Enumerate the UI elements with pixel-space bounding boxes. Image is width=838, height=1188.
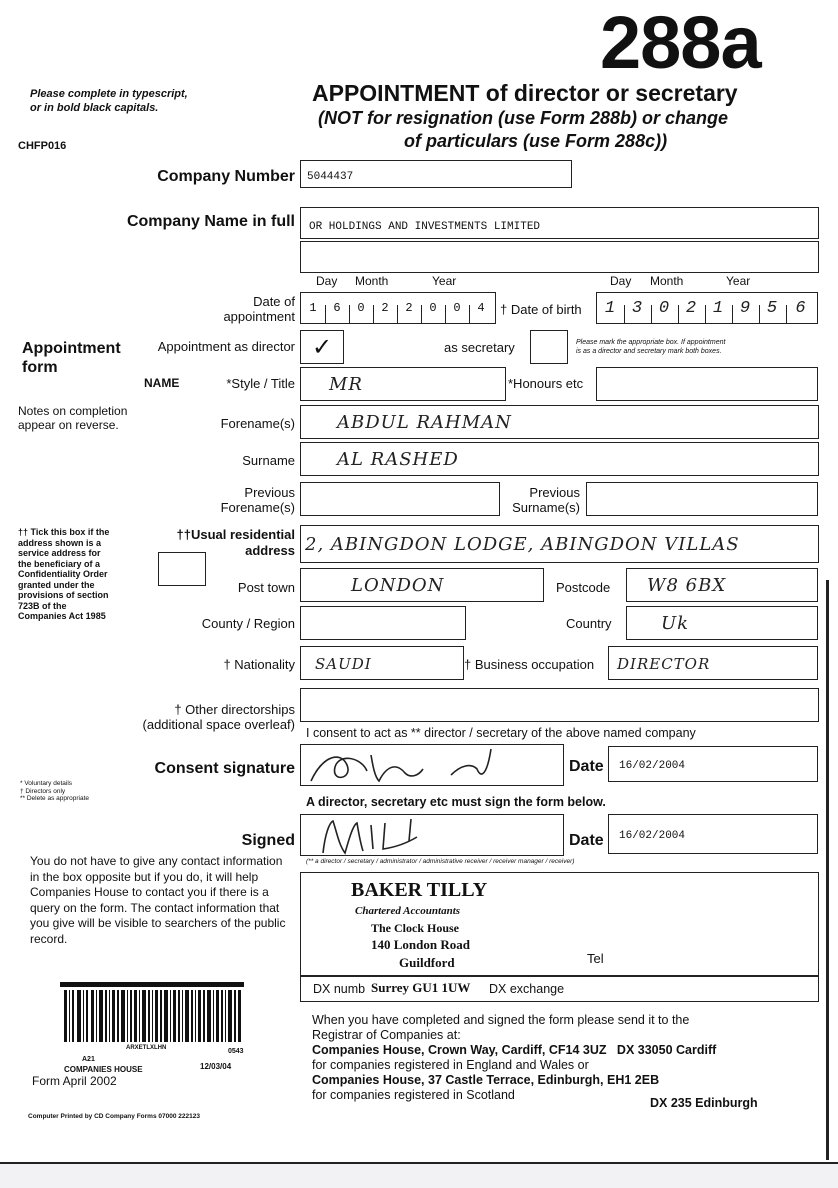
company-name-value: OR HOLDINGS AND INVESTMENTS LIMITED — [309, 221, 541, 233]
signed-field[interactable] — [300, 814, 564, 856]
director-checkbox[interactable] — [300, 330, 344, 364]
county-label: County / Region — [201, 616, 295, 631]
birth-date-field[interactable] — [596, 292, 818, 324]
box-note-1: Please mark the appropriate box. If appointment — [576, 339, 726, 346]
instruction-1: Please complete in typescript, — [30, 88, 188, 100]
consent-signature-field[interactable] — [300, 744, 564, 786]
barcode-house: COMPANIES HOUSE — [64, 1065, 143, 1074]
form-date: Form April 2002 — [32, 1074, 117, 1088]
checkmark-icon: ✓ — [311, 333, 333, 361]
appt-year-header: Year — [432, 274, 457, 288]
company-name-label: Company Name in full — [126, 213, 295, 230]
style-field[interactable] — [300, 367, 506, 401]
country-field[interactable] — [626, 606, 818, 640]
country-label: Country — [566, 616, 612, 631]
prev-surname-label-1: Previous — [529, 485, 580, 500]
confidentiality-checkbox[interactable] — [158, 552, 206, 586]
appt-digit: 2 — [381, 301, 389, 315]
post-town-label: Post town — [237, 580, 295, 595]
signature-scribble-icon — [301, 815, 561, 855]
tel-label: Tel — [587, 951, 604, 966]
residential-label-2: address — [245, 543, 295, 558]
style-label: *Style / Title — [226, 376, 295, 391]
postcode-label: Postcode — [556, 580, 611, 595]
barcode-ref: A21 — [82, 1056, 95, 1063]
appt-digit: 1 — [309, 301, 317, 315]
birth-digit: 3 — [631, 298, 644, 318]
send-instructions: When you have completed and signed the form please send it to the Registrar of Companies at: Companies House, Crown Way, Cardiff, CF14 3UZ DX 33050 Cardiff for companies registered in England and Wales or Companies House, 37 Castle Terrace, Edinburgh, EH1 2EB for companies registered in Scotland — [312, 1013, 717, 1102]
stamp-line-1: Chartered Accountants — [355, 905, 461, 917]
dx-number-label: DX numb — [313, 982, 366, 996]
country-value: Uk — [661, 613, 690, 634]
role-note: (** a director / secretary / administrator / administrative receiver / receiver manager / receiver) — [306, 858, 575, 865]
appt-digit: 0 — [453, 301, 461, 315]
birth-date-label: † Date of birth — [500, 302, 582, 317]
surname-value: AL RASHED — [337, 449, 459, 470]
signature-scribble-icon — [301, 745, 561, 785]
scan-edge-line — [826, 580, 829, 1160]
company-number-field[interactable] — [300, 160, 572, 188]
appointment-section-title-2: form — [22, 359, 58, 376]
other-directorships-label-2: (additional space overleaf) — [142, 717, 295, 732]
signed-date-label: Date — [569, 832, 604, 849]
contact-details-box[interactable] — [300, 872, 819, 976]
occupation-field[interactable] — [608, 646, 818, 680]
residential-address-value: 2, ABINGDON LODGE, ABINGDON VILLAS — [305, 534, 740, 555]
consent-text: I consent to act as ** director / secretary of the above named company — [306, 726, 696, 740]
birth-digit: 6 — [795, 298, 807, 318]
scan-footer-bar — [0, 1162, 838, 1188]
instruction-2: or in bold black capitals. — [30, 102, 159, 114]
form-code: CHFP016 — [18, 140, 67, 152]
birth-digit: 9 — [739, 298, 752, 318]
stamp-line-2: The Clock House — [371, 921, 460, 935]
form-number: 288a — [600, 1, 761, 84]
surname-field[interactable] — [300, 442, 819, 476]
consent-signature-label: Consent signature — [154, 760, 295, 777]
post-town-field[interactable] — [300, 568, 544, 602]
as-secretary-label: as secretary — [444, 340, 515, 355]
forenames-value: ABDUL RAHMAN — [337, 412, 512, 433]
style-value: MR — [329, 374, 363, 395]
edinburgh-dx: DX 235 Edinburgh — [650, 1096, 758, 1110]
residential-label-1: ††Usual residential — [176, 527, 295, 542]
form-title: APPOINTMENT of director or secretary — [312, 80, 738, 106]
surname-label: Surname — [242, 453, 295, 468]
barcode-num: 0543 — [228, 1048, 244, 1055]
occupation-value: DIRECTOR — [617, 655, 711, 673]
legend: * Voluntary details † Directors only ** Delete as appropriate — [20, 780, 90, 802]
tick-note: †† Tick this box if the address shown is a service address for the beneficiary of a Confidentiality Order granted under the provisions of section 723B of the Companies Act 1985 — [18, 527, 110, 621]
appt-digit: 0 — [429, 301, 437, 315]
county-field[interactable] — [300, 606, 466, 640]
company-number-value: 5044437 — [307, 171, 354, 183]
birth-digit: 2 — [685, 298, 698, 318]
notes-completion-1: Notes on completion — [18, 404, 128, 418]
appt-day-header: Day — [316, 274, 338, 288]
must-sign-note: A director, secretary etc must sign the form below. — [306, 795, 606, 809]
prev-forenames-label-2: Forename(s) — [220, 500, 295, 515]
form-subtitle-1: (NOT for resignation (use Form 288b) or change — [318, 108, 729, 128]
consent-date-field[interactable] — [608, 746, 818, 782]
birth-digit: 5 — [766, 298, 779, 318]
appt-digit: 0 — [357, 301, 365, 315]
barcode-date: 12/03/04 — [200, 1062, 232, 1071]
contact-info-text: You do not have to give any contact information in the box opposite but if you do, it will help Companies House to contact you if there is a query on the form. The contact information that you give will be visible to searchers of the public record. — [30, 854, 286, 946]
stamp-line-4: Guildford — [399, 955, 455, 970]
notes-completion-2: appear on reverse. — [18, 418, 119, 432]
barcode-code: ARXETLXLHN — [126, 1045, 167, 1051]
prev-forenames-field[interactable] — [300, 482, 500, 516]
dx-box[interactable] — [300, 976, 819, 1002]
consent-date-value: 16/02/2004 — [619, 760, 686, 772]
appt-date-label-2: appointment — [223, 309, 295, 324]
barcode-stamp — [60, 982, 250, 1082]
barcode-icon — [60, 982, 244, 1046]
birth-digit: 1 — [604, 298, 617, 318]
nationality-field[interactable] — [300, 646, 464, 680]
company-number-label: Company Number — [157, 168, 295, 185]
company-name-field[interactable] — [300, 207, 819, 239]
box-note-2: is as a director and secretary mark both boxes. — [576, 348, 722, 355]
name-section-label: NAME — [144, 376, 180, 390]
appt-digit: 4 — [477, 301, 485, 315]
appt-digit: 6 — [333, 301, 341, 315]
signed-label: Signed — [241, 832, 295, 849]
signed-date-field[interactable] — [608, 814, 818, 854]
forenames-label: Forename(s) — [220, 416, 295, 431]
postcode-value: W8 6BX — [647, 575, 727, 596]
nationality-value: SAUDI — [315, 655, 372, 673]
other-directorships-label-1: † Other directorships — [174, 702, 295, 717]
birth-year-header: Year — [726, 274, 751, 288]
occupation-label: † Business occupation — [464, 657, 595, 672]
other-directorships-field[interactable] — [300, 688, 819, 722]
appt-month-header: Month — [355, 274, 389, 288]
stamp-company-name: BAKER TILLY — [351, 879, 488, 901]
consent-date-label: Date — [569, 758, 604, 775]
appointment-date-field[interactable] — [300, 292, 496, 324]
prev-surname-label-2: Surname(s) — [512, 500, 580, 515]
dx-exchange-label: DX exchange — [489, 982, 565, 996]
postcode-field[interactable] — [626, 568, 818, 602]
signed-date-value: 16/02/2004 — [619, 830, 686, 842]
prev-surname-field[interactable] — [586, 482, 818, 516]
honours-field[interactable] — [596, 367, 818, 401]
as-director-label: Appointment as director — [157, 339, 295, 354]
appt-digit: 2 — [405, 301, 413, 315]
nationality-label: † Nationality — [223, 657, 295, 672]
stamp-line-3: 140 London Road — [371, 937, 470, 952]
appt-date-label-1: Date of — [253, 294, 295, 309]
form-subtitle-2: of particulars (use Form 288c)) — [404, 131, 668, 151]
residential-address-field[interactable] — [300, 525, 819, 563]
birth-digit: 1 — [712, 298, 725, 318]
appointment-section-title: Appointment — [22, 340, 121, 357]
post-town-value: LONDON — [351, 575, 445, 596]
honours-label: *Honours etc — [508, 376, 584, 391]
company-name-field-2[interactable] — [300, 241, 819, 273]
birth-digit: 0 — [658, 298, 671, 318]
forenames-field[interactable] — [300, 405, 819, 439]
birth-month-header: Month — [650, 274, 684, 288]
prev-forenames-label-1: Previous — [244, 485, 295, 500]
stamp-line-5: Surrey GU1 1UW — [371, 980, 471, 995]
birth-day-header: Day — [610, 274, 632, 288]
printer-credit: Computer Printed by CD Company Forms 07000 222123 — [28, 1113, 200, 1120]
secretary-checkbox[interactable] — [530, 330, 568, 364]
